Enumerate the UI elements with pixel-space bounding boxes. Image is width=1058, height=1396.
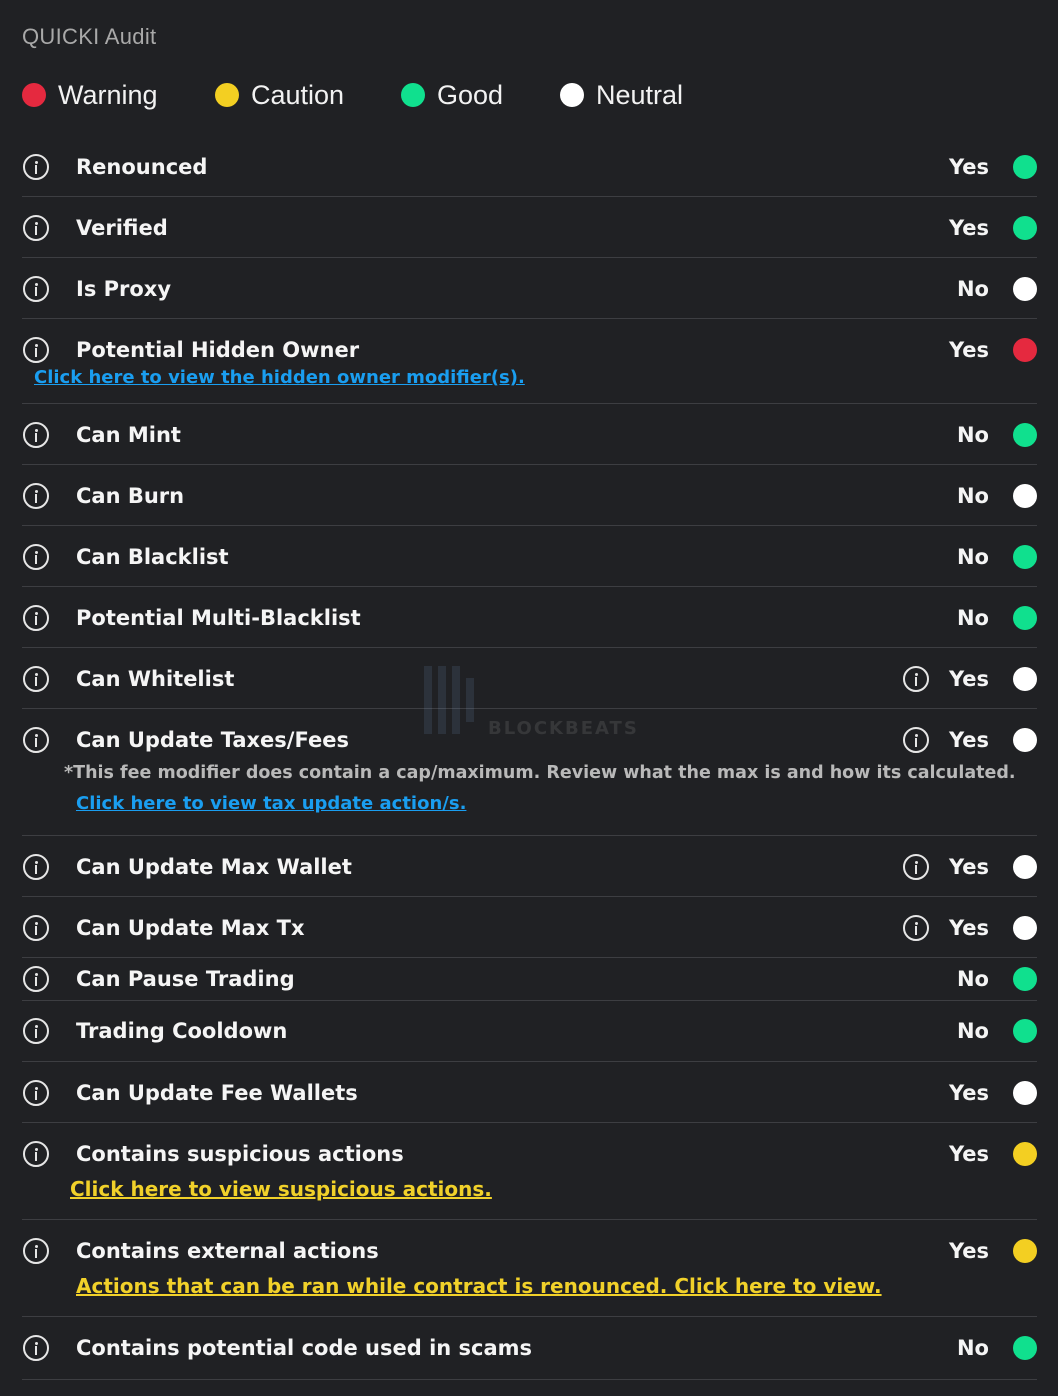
status-dot-icon xyxy=(1013,606,1037,630)
status-dot-icon xyxy=(1013,1239,1037,1263)
row-label: Can Blacklist xyxy=(76,545,229,569)
row-value: Yes xyxy=(948,338,989,362)
hidden-owner-modifier-link[interactable]: Click here to view the hidden owner modifier(s). xyxy=(34,367,525,388)
row-value: Yes xyxy=(948,916,989,940)
row-value: No xyxy=(956,423,989,447)
status-dot-icon xyxy=(1013,545,1037,569)
row-label: Verified xyxy=(76,216,168,240)
legend-item-neutral xyxy=(560,80,683,111)
row-label: Can Burn xyxy=(76,484,185,508)
audit-row-max-tx xyxy=(22,897,1037,958)
watermark-text: BLOCKBEATS xyxy=(488,718,639,739)
audit-row-update-taxes xyxy=(22,709,1037,836)
info-circle-icon[interactable] xyxy=(23,422,49,448)
audit-row-max-wallet xyxy=(22,836,1037,897)
audit-row-can-burn xyxy=(22,465,1037,526)
row-value: Yes xyxy=(948,1239,989,1263)
audit-row-external-actions xyxy=(22,1220,1037,1317)
info-circle-icon[interactable] xyxy=(23,1141,49,1167)
audit-row-fee-wallets xyxy=(22,1062,1037,1123)
row-label: Can Mint xyxy=(76,423,181,447)
neutral-dot-icon xyxy=(560,83,584,107)
row-value: Yes xyxy=(948,1081,989,1105)
status-dot-icon xyxy=(1013,338,1037,362)
row-label: Potential Multi-Blacklist xyxy=(76,606,361,630)
row-value: No xyxy=(956,545,989,569)
row-label: Contains potential code used in scams xyxy=(76,1336,533,1360)
info-circle-icon[interactable] xyxy=(23,544,49,570)
audit-row-hidden-owner xyxy=(22,319,1037,404)
audit-row-can-blacklist xyxy=(22,526,1037,587)
info-circle-icon[interactable] xyxy=(23,337,49,363)
status-dot-icon xyxy=(1013,155,1037,179)
status-dot-icon xyxy=(1013,1142,1037,1166)
audit-row-pause-trading xyxy=(22,958,1037,1001)
row-label: Potential Hidden Owner xyxy=(76,338,360,362)
row-label: Can Whitelist xyxy=(76,667,235,691)
row-label: Can Pause Trading xyxy=(76,967,295,991)
audit-list xyxy=(22,136,1037,1380)
row-value: No xyxy=(956,1336,989,1360)
warning-dot-icon xyxy=(22,83,46,107)
row-value: Yes xyxy=(948,1142,989,1166)
audit-row-multi-blacklist xyxy=(22,587,1037,648)
row-value: No xyxy=(956,277,989,301)
good-dot-icon xyxy=(401,83,425,107)
status-dot-icon xyxy=(1013,967,1037,991)
info-circle-icon[interactable] xyxy=(23,1238,49,1264)
info-circle-icon[interactable] xyxy=(23,1080,49,1106)
caution-dot-icon xyxy=(215,83,239,107)
legend-label: Good xyxy=(437,79,504,110)
status-dot-icon xyxy=(1013,1336,1037,1360)
legend-label: Caution xyxy=(251,79,345,110)
legend-label: Neutral xyxy=(596,79,684,110)
status-dot-icon xyxy=(1013,423,1037,447)
row-value: Yes xyxy=(948,855,989,879)
info-circle-icon[interactable] xyxy=(23,276,49,302)
info-circle-icon[interactable] xyxy=(23,154,49,180)
row-label: Renounced xyxy=(76,155,208,179)
info-circle-icon[interactable] xyxy=(23,854,49,880)
row-label: Contains suspicious actions xyxy=(76,1142,404,1166)
row-value: No xyxy=(956,606,989,630)
info-circle-icon[interactable] xyxy=(23,915,49,941)
info-circle-icon[interactable] xyxy=(23,666,49,692)
row-value: Yes xyxy=(948,216,989,240)
audit-row-suspicious-actions xyxy=(22,1123,1037,1220)
info-circle-icon[interactable] xyxy=(23,1335,49,1361)
audit-row-renounced xyxy=(22,136,1037,197)
row-label: Can Update Taxes/Fees xyxy=(76,728,349,752)
audit-row-verified xyxy=(22,197,1037,258)
audit-row-can-mint xyxy=(22,404,1037,465)
info-circle-icon[interactable] xyxy=(23,605,49,631)
info-circle-icon[interactable] xyxy=(23,966,49,992)
audit-row-is-proxy xyxy=(22,258,1037,319)
legend-item-warning xyxy=(22,80,215,111)
info-circle-icon[interactable] xyxy=(23,727,49,753)
page-title: QUICKI Audit xyxy=(22,24,157,49)
external-actions-link[interactable]: Actions that can be ran while contract is renounced. Click here to view. xyxy=(76,1274,882,1298)
fee-cap-note: *This fee modifier does contain a cap/maximum. Review what the max is and how its calculated. xyxy=(64,763,1016,783)
row-value: Yes xyxy=(948,667,989,691)
row-value: No xyxy=(956,967,989,991)
status-dot-icon xyxy=(1013,484,1037,508)
value-info-circle-icon[interactable] xyxy=(903,854,929,880)
status-dot-icon xyxy=(1013,216,1037,240)
row-label: Can Update Max Tx xyxy=(76,916,305,940)
info-circle-icon[interactable] xyxy=(23,483,49,509)
status-dot-icon xyxy=(1013,1081,1037,1105)
legend xyxy=(22,78,683,112)
row-value: No xyxy=(956,1019,989,1043)
value-info-circle-icon[interactable] xyxy=(903,915,929,941)
status-dot-icon xyxy=(1013,277,1037,301)
audit-row-trading-cooldown xyxy=(22,1001,1037,1062)
legend-item-caution xyxy=(215,80,401,111)
row-value: Yes xyxy=(948,728,989,752)
status-dot-icon xyxy=(1013,667,1037,691)
tax-update-action-link[interactable]: Click here to view tax update action/s. xyxy=(76,793,467,814)
row-label: Is Proxy xyxy=(76,277,172,301)
suspicious-actions-link[interactable]: Click here to view suspicious actions. xyxy=(70,1177,492,1201)
info-circle-icon[interactable] xyxy=(23,215,49,241)
row-value: No xyxy=(956,484,989,508)
legend-label: Warning xyxy=(58,79,158,110)
info-circle-icon[interactable] xyxy=(23,1018,49,1044)
row-label: Contains external actions xyxy=(76,1239,379,1263)
status-dot-icon xyxy=(1013,916,1037,940)
row-label: Can Update Max Wallet xyxy=(76,855,352,879)
row-label: Trading Cooldown xyxy=(76,1019,288,1043)
status-dot-icon xyxy=(1013,1019,1037,1043)
audit-row-scam-code xyxy=(22,1317,1037,1380)
legend-item-good xyxy=(401,80,560,111)
status-dot-icon xyxy=(1013,855,1037,879)
audit-row-can-whitelist xyxy=(22,648,1037,709)
row-value: Yes xyxy=(948,155,989,179)
status-dot-icon xyxy=(1013,728,1037,752)
value-info-circle-icon[interactable] xyxy=(903,727,929,753)
value-info-circle-icon[interactable] xyxy=(903,666,929,692)
row-label: Can Update Fee Wallets xyxy=(76,1081,358,1105)
